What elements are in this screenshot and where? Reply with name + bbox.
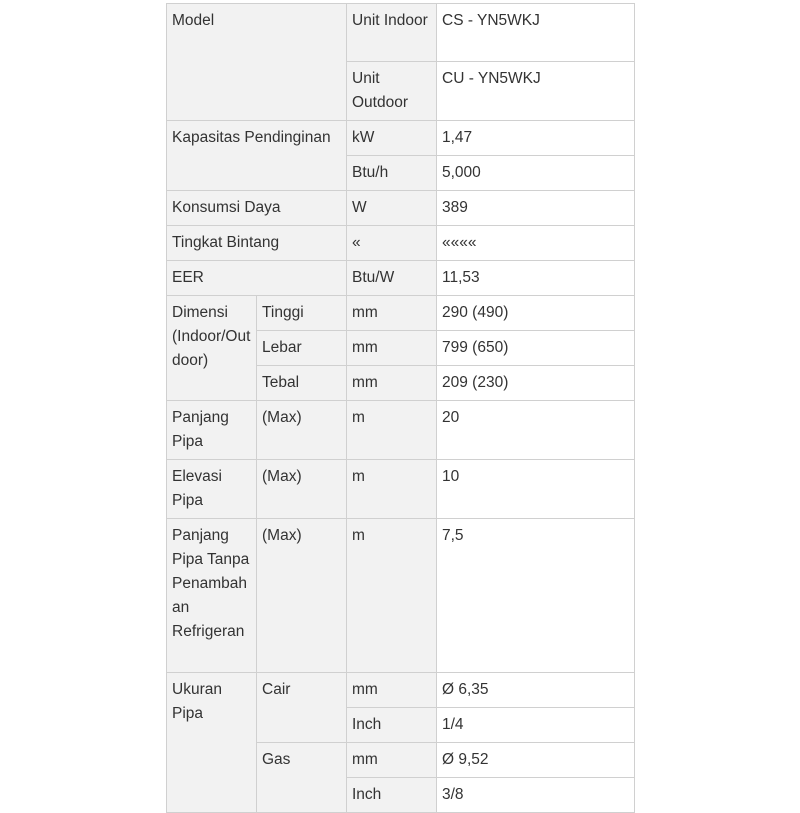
table-row	[167, 401, 635, 460]
spec-table	[166, 3, 635, 813]
pipe-size-gas-inch-unit: Inch	[347, 778, 437, 813]
capacity-label: Kapasitas Pendinginan	[167, 121, 347, 191]
dimension-label: Dimensi (Indoor/Outdoor)	[167, 296, 257, 401]
power-unit: W	[347, 191, 437, 226]
pipe-no-refrigerant-value: 7,5	[437, 519, 635, 673]
power-label: Konsumsi Daya	[167, 191, 347, 226]
capacity-btu-unit: Btu/h	[347, 156, 437, 191]
eer-unit: Btu/W	[347, 261, 437, 296]
pipe-size-liquid-label: Cair	[257, 673, 347, 743]
pipe-no-refrigerant-sub: (Max)	[257, 519, 347, 673]
pipe-length-sub: (Max)	[257, 401, 347, 460]
model-label: Model	[167, 4, 347, 121]
dimension-height-unit: mm	[347, 296, 437, 331]
pipe-size-gas-label: Gas	[257, 743, 347, 813]
star-rating-unit: «	[347, 226, 437, 261]
pipe-length-value: 20	[437, 401, 635, 460]
table-row	[167, 296, 635, 331]
dimension-width-unit: mm	[347, 331, 437, 366]
pipe-elevation-value: 10	[437, 460, 635, 519]
dimension-width-label: Lebar	[257, 331, 347, 366]
table-row	[167, 519, 635, 673]
pipe-length-label: Panjang Pipa	[167, 401, 257, 460]
dimension-height-label: Tinggi	[257, 296, 347, 331]
pipe-size-gas-mm-value: Ø 9,52	[437, 743, 635, 778]
spec-table-container	[166, 3, 634, 813]
table-row	[167, 4, 635, 62]
dimension-height-value: 290 (490)	[437, 296, 635, 331]
capacity-kw-value: 1,47	[437, 121, 635, 156]
outdoor-unit-label: Unit Outdoor	[347, 62, 437, 121]
pipe-elevation-label: Elevasi Pipa	[167, 460, 257, 519]
pipe-size-gas-inch-value: 3/8	[437, 778, 635, 813]
table-row	[167, 460, 635, 519]
pipe-no-refrigerant-unit: m	[347, 519, 437, 673]
star-rating-value: ««««	[437, 226, 635, 261]
pipe-size-liquid-inch-value: 1/4	[437, 708, 635, 743]
dimension-depth-unit: mm	[347, 366, 437, 401]
star-rating-label: Tingkat Bintang	[167, 226, 347, 261]
capacity-kw-unit: kW	[347, 121, 437, 156]
pipe-no-refrigerant-label: Panjang Pipa Tanpa Penambahan Refrigeran	[167, 519, 257, 673]
pipe-length-unit: m	[347, 401, 437, 460]
capacity-btu-value: 5,000	[437, 156, 635, 191]
table-row	[167, 673, 635, 708]
table-row	[167, 121, 635, 156]
outdoor-model-value: CU - YN5WKJ	[437, 62, 635, 121]
eer-label: EER	[167, 261, 347, 296]
pipe-size-liquid-inch-unit: Inch	[347, 708, 437, 743]
pipe-size-label: Ukuran Pipa	[167, 673, 257, 813]
table-row	[167, 226, 635, 261]
pipe-elevation-unit: m	[347, 460, 437, 519]
eer-value: 11,53	[437, 261, 635, 296]
pipe-size-gas-mm-unit: mm	[347, 743, 437, 778]
pipe-elevation-sub: (Max)	[257, 460, 347, 519]
dimension-depth-value: 209 (230)	[437, 366, 635, 401]
indoor-model-value: CS - YN5WKJ	[437, 4, 635, 62]
dimension-width-value: 799 (650)	[437, 331, 635, 366]
dimension-depth-label: Tebal	[257, 366, 347, 401]
table-row	[167, 261, 635, 296]
pipe-size-liquid-mm-value: Ø 6,35	[437, 673, 635, 708]
power-value: 389	[437, 191, 635, 226]
indoor-unit-label: Unit Indoor	[347, 4, 437, 62]
table-row	[167, 191, 635, 226]
pipe-size-liquid-mm-unit: mm	[347, 673, 437, 708]
